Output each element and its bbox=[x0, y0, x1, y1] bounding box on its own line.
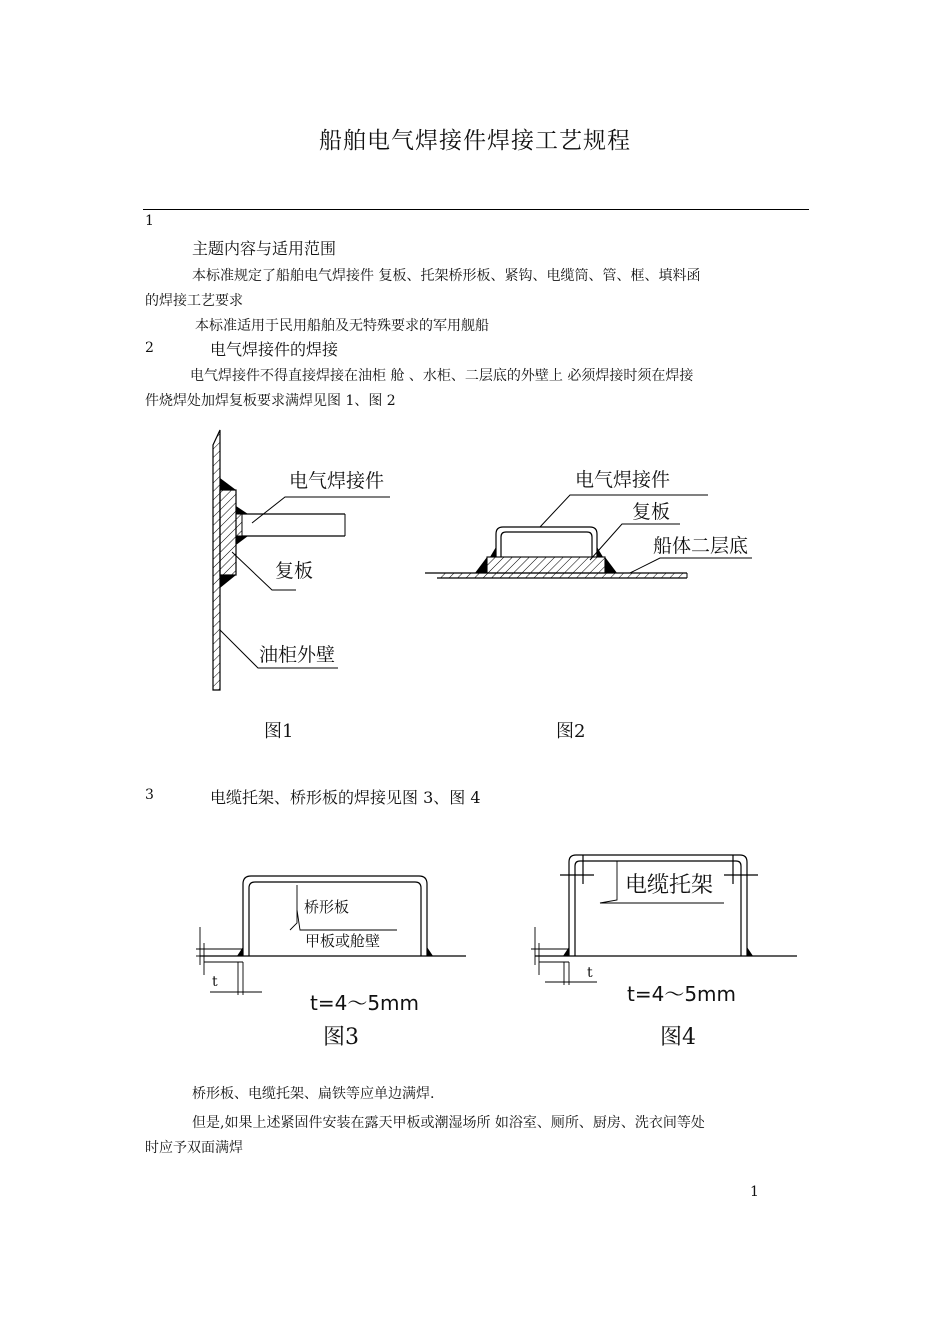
page-title: 船舶电气焊接件焊接工艺规程 bbox=[319, 128, 631, 154]
section-3-paragraph-2-line-2: 时应予双面满焊 bbox=[145, 1140, 243, 1156]
section-3-paragraph-1: 桥形板、电缆托架、扁铁等应单边满焊. bbox=[192, 1086, 435, 1102]
section-1-number: 1 bbox=[145, 213, 154, 229]
fig3-thickness-formula: t=4～5mm bbox=[310, 991, 420, 1015]
fig4-label-cable-tray: 电缆托架 bbox=[625, 873, 714, 898]
section-2-number: 2 bbox=[145, 340, 154, 356]
fig2-caption: 图2 bbox=[556, 721, 586, 742]
fig3-dimension-marks bbox=[196, 927, 262, 995]
fig1-label-doubler-plate: 复板 bbox=[275, 560, 314, 582]
fig1-caption: 图1 bbox=[264, 721, 294, 742]
fig4-weld-left bbox=[563, 947, 569, 956]
section-1-paragraph-1-line-1: 本标准规定了船舶电气焊接件 复板、托架桥形板、紧钩、电缆筒、管、框、填料函 bbox=[192, 268, 701, 284]
fig2-label-doubler-plate: 复板 bbox=[632, 501, 671, 523]
fig3-weld-left bbox=[237, 947, 243, 956]
fig3-label-bridge-plate: 桥形板 bbox=[304, 898, 350, 916]
section-2-paragraph-line-2: 件烧焊处加焊复板要求满焊见图 1、图 2 bbox=[145, 393, 396, 409]
fig3-weld-right bbox=[427, 947, 433, 956]
fig3-label-deck: 甲板或舱壁 bbox=[305, 932, 381, 950]
fig1-label-weld-part: 电气焊接件 bbox=[289, 470, 385, 492]
section-1-heading: 主题内容与适用范围 bbox=[192, 239, 337, 258]
section-1-paragraph-2: 本标准适用于民用船舶及无特殊要求的军用舰船 bbox=[195, 318, 489, 334]
fig2-label-double-bottom: 船体二层底 bbox=[653, 535, 749, 557]
fig4-weld-right bbox=[747, 947, 753, 956]
fig4-label-t: t bbox=[587, 965, 593, 981]
fig3-caption: 图3 bbox=[323, 1025, 359, 1050]
section-3-number: 3 bbox=[145, 787, 154, 803]
fig1-label-tank-wall: 油柜外壁 bbox=[259, 644, 336, 666]
fig2-label-weld-part: 电气焊接件 bbox=[575, 469, 671, 491]
fig4-thickness-formula: t=4～5mm bbox=[627, 982, 737, 1006]
section-2-paragraph-line-1: 电气焊接件不得直接焊接在油柜 舱 、水柜、二层底的外壁上 必须焊接时须在焊接 bbox=[190, 368, 694, 384]
section-2-heading: 电气焊接件的焊接 bbox=[210, 340, 339, 359]
page-number: 1 bbox=[750, 1184, 759, 1200]
fig4-caption: 图4 bbox=[660, 1025, 696, 1050]
section-3-heading: 电缆托架、桥形板的焊接见图 3、图 4 bbox=[210, 788, 481, 807]
section-1-paragraph-1-line-2: 的焊接工艺要求 bbox=[145, 293, 243, 309]
section-3-paragraph-2-line-1: 但是,如果上述紧固件安装在露天甲板或潮湿场所 如浴室、厕所、厨房、洗衣间等处 bbox=[192, 1115, 705, 1131]
fig3-label-t: t bbox=[212, 974, 218, 990]
